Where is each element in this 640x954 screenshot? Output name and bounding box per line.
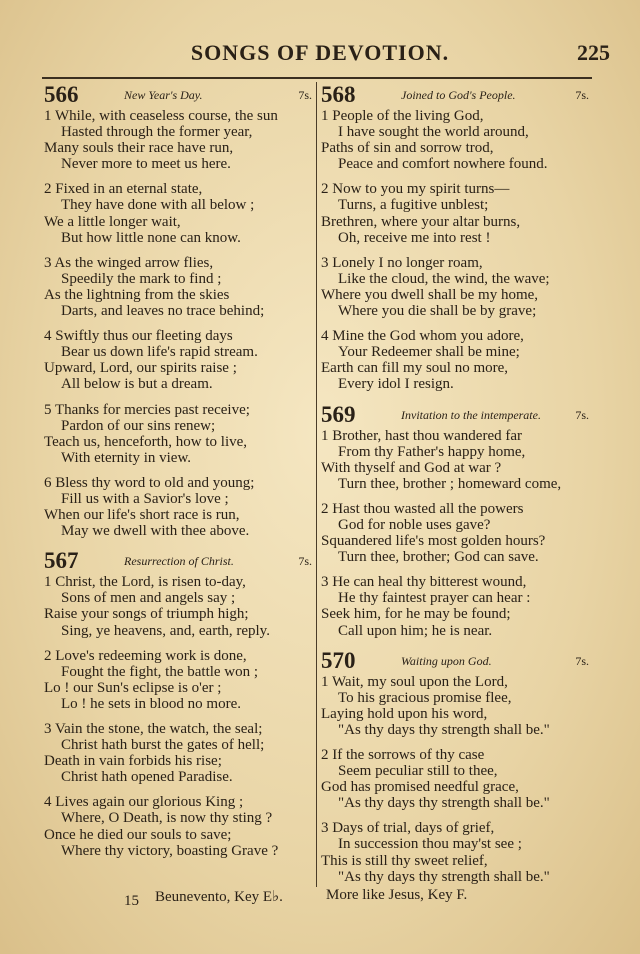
verse-line: Brethren, where your altar burns,: [321, 213, 521, 230]
verse-line: Oh, receive me into rest !: [338, 229, 491, 246]
verse-line: 3 Vain the stone, the watch, the seal;: [44, 721, 263, 737]
verse: [44, 721, 312, 785]
verse-line: Never more to meet us here.: [61, 156, 231, 173]
verse-line: God for noble uses gave?: [338, 516, 491, 533]
hymn-567: [44, 548, 312, 859]
verse-line: Fill us with a Savior's love ;: [61, 490, 229, 507]
hymn-header: [44, 548, 312, 574]
verse-line: In succession thou may'st see ;: [338, 836, 522, 853]
verse: [321, 501, 589, 565]
verse-line: 2 If the sorrows of thy case: [321, 747, 485, 763]
verse-line: We a little longer wait,: [44, 213, 181, 230]
hymn-title: Resurrection of Christ.: [124, 554, 234, 569]
hymn-title: Joined to God's People.: [401, 88, 516, 102]
verse-line: Upward, Lord, our spirits raise ;: [44, 360, 237, 377]
verse-line: Turn thee, brother; God can save.: [338, 549, 539, 566]
verse-line: Paths of sin and sorrow trod,: [321, 140, 494, 157]
verse-line: 1 Brother, hast thou wandered far: [321, 427, 522, 444]
verse-line: Many souls their race have run,: [44, 140, 234, 157]
hymn-title: New Year's Day.: [124, 88, 203, 102]
verse: [321, 255, 589, 319]
verse: [44, 108, 312, 172]
hymn-meter: 7s.: [298, 554, 312, 569]
verse: [321, 328, 589, 392]
verse-line: God has promised needful grace,: [321, 779, 519, 796]
verse-line: Earth can fill my soul no more,: [321, 360, 509, 377]
tune-note-right: More like Jesus, Key F.: [326, 887, 468, 903]
verse: [321, 574, 589, 638]
verse-line: This is still thy sweet relief,: [321, 852, 488, 869]
verse: [44, 475, 312, 539]
hymn-header: [44, 82, 312, 108]
hymn-header: [321, 402, 589, 428]
verse: [44, 794, 312, 858]
hymn-570: [321, 648, 589, 885]
verse-line: 4 Swiftly thus our fleeting days: [44, 328, 233, 345]
right-column: [321, 82, 589, 894]
verse-line: When our life's short race is run,: [44, 507, 240, 524]
verse-line: Fought the fight, the battle won ;: [61, 663, 259, 680]
verse-line: Call upon him; he is near.: [338, 622, 493, 639]
tune-note-left: Beunevento, Key E♭.: [155, 889, 283, 905]
verse-line: Like the cloud, the wind, the wave;: [338, 270, 550, 287]
verse-line: Teach us, henceforth, how to live,: [44, 433, 248, 450]
hymn-569: [321, 402, 589, 639]
verse-line: 1 People of the living God,: [321, 108, 484, 124]
verse-line: With thyself and God at war ?: [321, 459, 502, 476]
verse: [44, 574, 312, 638]
page-number: 225: [577, 40, 610, 65]
verse-line: 3 Days of trial, days of grief,: [321, 820, 495, 837]
verse-line: Christ hath burst the gates of hell;: [61, 737, 265, 754]
verse-line: 3 He can heal thy bitterest wound,: [321, 574, 527, 591]
verse-line: Where you die shall be by grave;: [338, 303, 537, 320]
verse-line: 2 Love's redeeming work is done,: [44, 647, 247, 664]
verse-line: Every idol I resign.: [338, 376, 454, 393]
verse-line: Lo ! our Sun's eclipse is o'er ;: [44, 679, 222, 696]
hymn-566: [44, 82, 312, 539]
hymn-meter: 7s.: [298, 88, 312, 102]
verse: [321, 820, 589, 884]
verse-line: 2 Hast thou wasted all the powers: [321, 500, 524, 517]
verse-line: Laying hold upon his word,: [321, 705, 488, 722]
hymn-number: 569: [321, 401, 356, 427]
verse-line: Where you dwell shall be my home,: [321, 286, 539, 303]
verse-line: Seek him, for he may be found;: [321, 606, 511, 623]
verse-line: Peace and comfort nowhere found.: [338, 156, 548, 173]
verse-line: Seem peculiar still to thee,: [338, 763, 498, 780]
verse-line: Christ hath opened Paradise.: [61, 769, 233, 786]
verse: [44, 648, 312, 712]
verse-line: Where, O Death, is now thy sting ?: [61, 810, 273, 827]
verse-line: Once he died our souls to save;: [44, 826, 232, 843]
verse-line: May we dwell with thee above.: [61, 523, 250, 540]
verse-line: "As thy days thy strength shall be.": [338, 721, 550, 738]
hymn-meter: 7s.: [575, 407, 589, 422]
verse-line: 3 As the winged arrow flies,: [44, 254, 214, 271]
hymn-meter: 7s.: [575, 88, 589, 102]
hymn-title: Waiting upon God.: [401, 653, 492, 668]
verse-line: Turns, a fugitive unblest;: [338, 197, 489, 214]
verse-line: All below is but a dream.: [61, 376, 213, 393]
verse-line: 6 Bless thy word to old and young;: [44, 474, 255, 491]
verse: [321, 747, 589, 811]
verse-line: Raise your songs of triumph high;: [44, 606, 249, 623]
signature-mark: 15: [124, 893, 139, 909]
verse-line: Your Redeemer shall be mine;: [338, 344, 520, 361]
verse: [44, 255, 312, 319]
verse-line: As the lightning from the skies: [44, 286, 230, 303]
verse-line: Turn thee, brother ; homeward come,: [338, 475, 562, 492]
verse: [44, 181, 312, 245]
hymn-number: 567: [44, 548, 79, 574]
verse-line: Lo ! he sets in blood no more.: [61, 695, 241, 712]
verse-line: 4 Mine the God whom you adore,: [321, 328, 524, 345]
column-divider: [316, 82, 317, 887]
verse-line: Darts, and leaves no trace behind;: [61, 303, 265, 320]
verse: [321, 181, 589, 245]
verse-line: 5 Thanks for mercies past receive;: [44, 401, 250, 418]
hymn-number: 570: [321, 647, 356, 673]
verse-line: Sons of men and angels say ;: [61, 590, 236, 607]
verse-line: 1 While, with ceaseless course, the sun: [44, 108, 278, 124]
verse-line: To his gracious promise flee,: [338, 689, 512, 706]
verse-line: They have done with all below ;: [61, 197, 255, 214]
hymn-title: Invitation to the intemperate.: [401, 407, 541, 422]
verse-line: Sing, ye heavens, and, earth, reply.: [61, 622, 270, 639]
verse-line: Squandered life's most golden hours?: [321, 533, 546, 550]
verse-line: Speedily the mark to find ;: [61, 270, 222, 287]
verse-line: 2 Fixed in an eternal state,: [44, 181, 203, 198]
verse-line: But how little none can know.: [61, 229, 241, 246]
hymn-number: 566: [44, 82, 79, 107]
verse: [44, 402, 312, 466]
verse-line: 3 Lonely I no longer roam,: [321, 254, 483, 271]
verse-line: 4 Lives again our glorious King ;: [44, 794, 244, 811]
running-title: SONGS OF DEVOTION.: [190, 40, 450, 65]
hymn-header: [321, 82, 589, 108]
hymn-header: [321, 648, 589, 674]
verse: [321, 108, 589, 172]
verse-line: From thy Father's happy home,: [338, 443, 526, 460]
verse-line: 1 Christ, the Lord, is risen to-day,: [44, 574, 246, 591]
verse: [321, 428, 589, 492]
page-header: [0, 40, 640, 74]
page-footer: [0, 887, 640, 917]
verse: [321, 674, 589, 738]
verse-line: With eternity in view.: [61, 449, 192, 466]
verse-line: "As thy days thy strength shall be.": [338, 795, 550, 812]
verse-line: Death in vain forbids his rise;: [44, 753, 222, 770]
hymn-number: 568: [321, 82, 356, 107]
left-column: [44, 82, 312, 868]
hymn-568: [321, 82, 589, 393]
verse-line: 2 Now to you my spirit turns—: [321, 181, 510, 198]
header-rule: [42, 77, 592, 79]
verse-line: Bear us down life's rapid stream.: [61, 344, 258, 361]
hymn-meter: 7s.: [575, 653, 589, 668]
verse-line: I have sought the world around,: [338, 124, 529, 141]
verse-line: Where thy victory, boasting Grave ?: [61, 842, 279, 859]
verse: [44, 328, 312, 392]
verse-line: 1 Wait, my soul upon the Lord,: [321, 673, 508, 690]
verse-line: Hasted through the former year,: [61, 124, 253, 141]
verse-line: He thy faintest prayer can hear :: [338, 590, 531, 607]
verse-line: "As thy days thy strength shall be.": [338, 868, 550, 885]
verse-line: Pardon of our sins renew;: [61, 417, 216, 434]
